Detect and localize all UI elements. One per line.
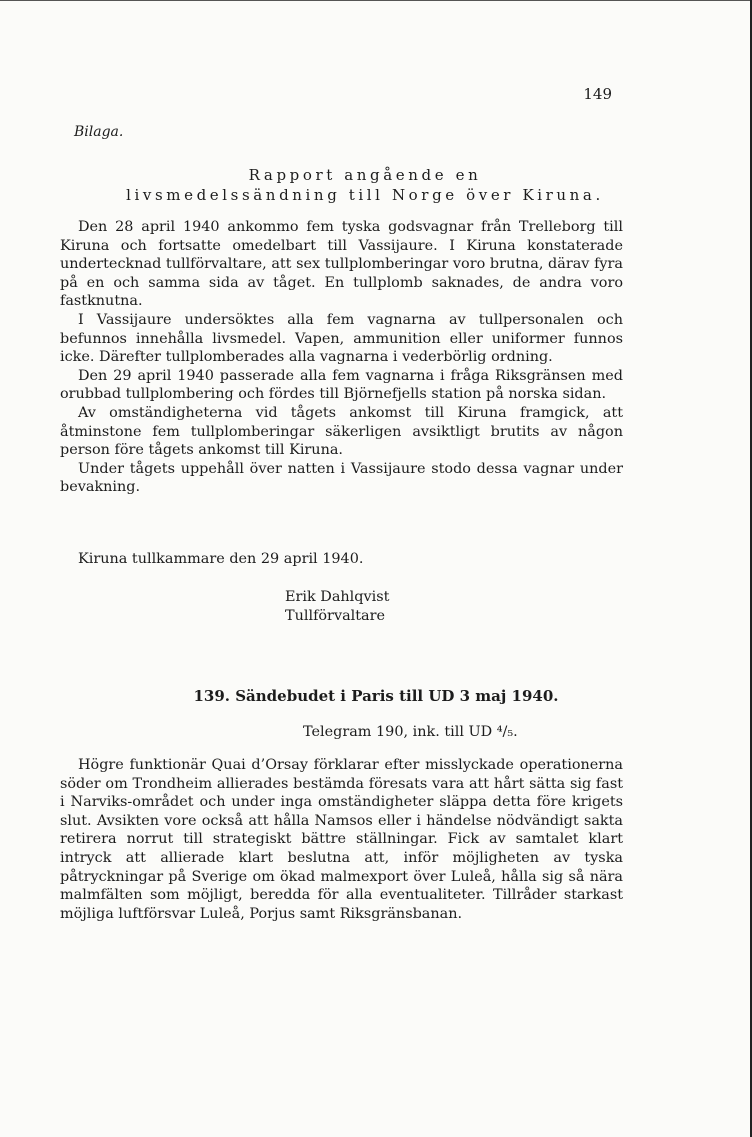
report-paragraph: Den 29 april 1940 passerade alla fem vagnarna i fråga Riksgränsen med orubbad tullplombering och fördes till Björnefjells station på norska sidan. [60, 367, 623, 403]
telegram-paragraph: Högre funktionär Quai d’Orsay förklarar efter misslyckade operationerna söder om Trondheim allierades bestämda föresats vara att hårt sätta sig fast i Narviks-området och under inga omständigheter släppa detta före krigets slut. Avsikten vore också att hålla Namsos eller i händelse nödvändigt sakta retirera norrut till strategiskt bättre ställningar. Fick av samtalet klart intryck att allierade klart beslutna att, inför möjligheten av tyska påtryckningar på Sverige om ökad malmexport över Luleå, hålla sig så nära malmfälten som möjligt, beredda för alla eventualiteter. Tillråder starkast möjliga luftförsvar Luleå, Porjus samt Riksgränsbanan. [60, 757, 623, 922]
place-date-line: Kiruna tullkammare den 29 april 1940. [78, 551, 364, 567]
scan-top-edge [0, 0, 752, 1]
page-number: 149 [583, 85, 612, 103]
report-title-line2: livsmedelssändning till Norge över Kiruna. [126, 186, 604, 204]
report-paragraph: Under tågets uppehåll över natten i Vassijaure stodo dessa vagnar under bevakning. [60, 460, 623, 496]
report-paragraph: Av omständigheterna vid tågets ankomst till Kiruna framgick, att åtminstone fem tullplomberingar säkerligen avsiktligt brutits av någon person före tågets ankomst till Kiruna. [60, 404, 623, 459]
report-body [60, 218, 623, 497]
report-paragraph: I Vassijaure undersöktes alla fem vagnarna av tullpersonalen och befunnos innehålla livsmedel. Vapen, ammunition eller uniformer funnos icke. Därefter tullplomberades alla vagnarna i vederbörlig ordning. [60, 311, 623, 366]
report-paragraph: Den 28 april 1940 ankommo fem tyska godsvagnar från Trelleborg till Kiruna och fortsatte omedelbart till Vassijaure. I Kiruna konstaterade undertecknad tullförvaltare, att sex tullplomberingar voro brutna, därav fyra på en och samma sida av tåget. En tullplomb saknades, de andra voro fastknutna. [60, 219, 623, 310]
report-title-line1: Rapport angående en [248, 166, 482, 184]
signatory-name: Erik Dahlqvist [285, 589, 390, 605]
telegram-reference: Telegram 190, ink. till UD ⁴/₅. [303, 724, 518, 740]
appendix-label: Bilaga. [74, 124, 124, 140]
signatory-title: Tullförvaltare [285, 608, 386, 624]
telegram-body [60, 756, 623, 923]
document-heading: 139. Sändebudet i Paris till UD 3 maj 1940. [193, 687, 559, 705]
